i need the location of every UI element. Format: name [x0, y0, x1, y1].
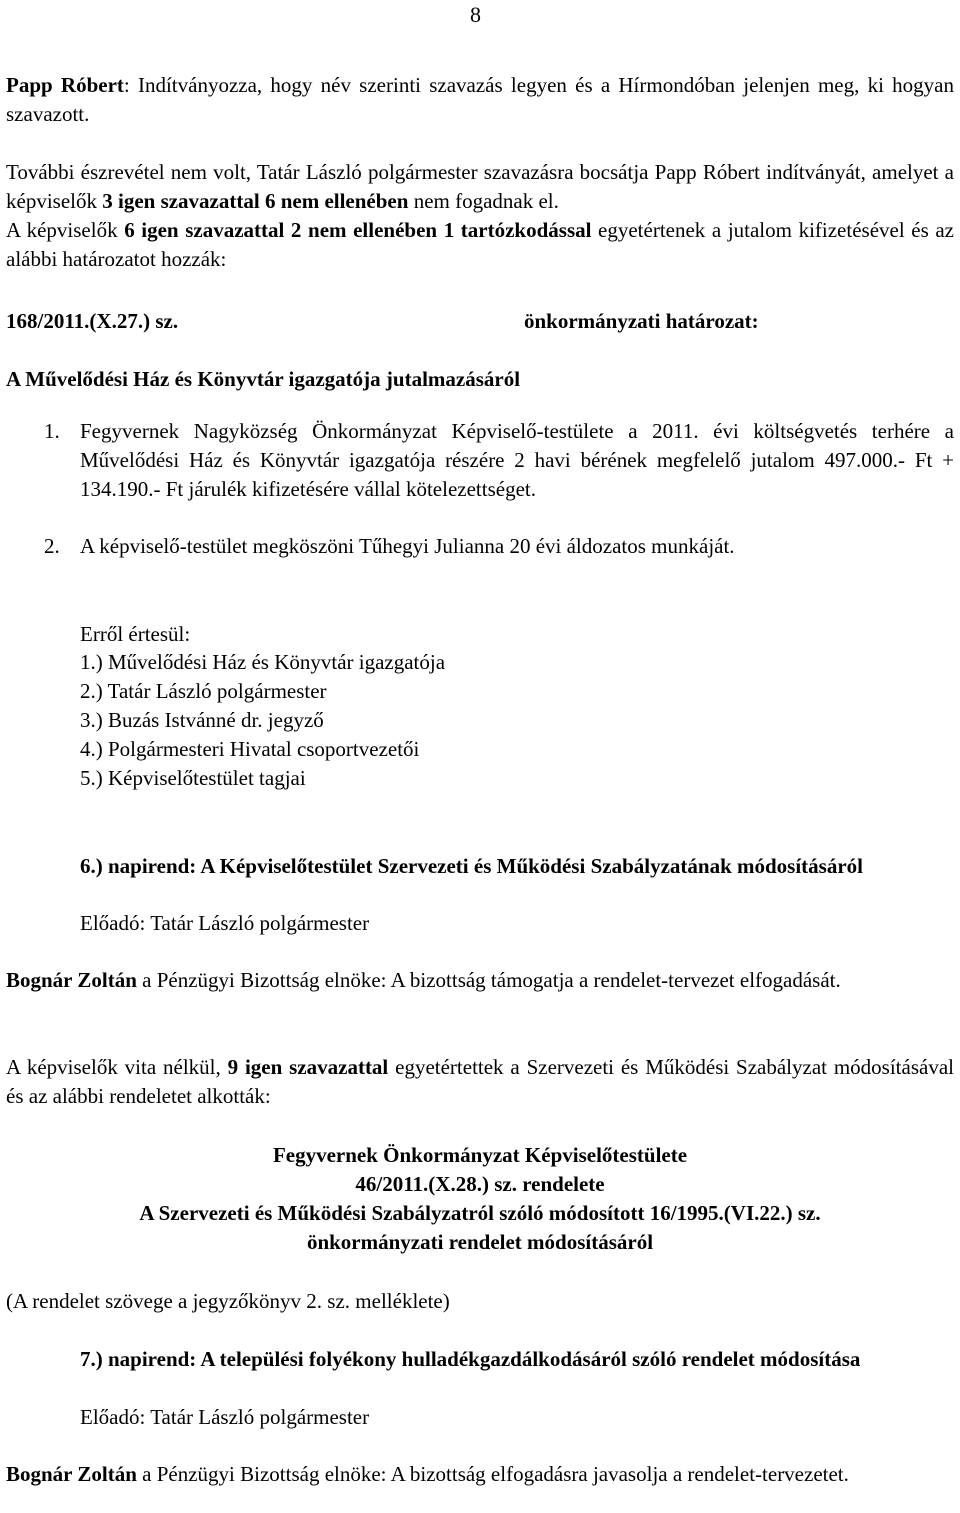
- paragraph-vote-result: [6, 158, 954, 274]
- resolution-number: 168/2011.(X.27.) sz.: [6, 309, 179, 333]
- notify-label: Erről értesül:: [80, 622, 191, 646]
- notify-list: [80, 648, 445, 793]
- vote-count: 3 igen szavazattal 6 nem ellenében: [102, 189, 409, 213]
- paragraph-decree-adopted: [6, 1053, 954, 1111]
- text-fragment: A képviselők: [6, 218, 125, 242]
- text-fragment: A képviselők vita nélkül,: [6, 1055, 228, 1079]
- vote-count: 6 igen szavazattal 2 nem ellenében 1 tartózkodással: [124, 218, 592, 242]
- paragraph-text: : Indítványozza, hogy név szerinti szavazás legyen és a Hírmondóban jelenjen meg, ki hogyan szavazott.: [6, 73, 954, 126]
- resolution-type: önkormányzati határozat:: [524, 309, 759, 333]
- speaker-name: Bognár Zoltán: [6, 968, 137, 992]
- resolution-title: A Művelődési Ház és Könyvtár igazgatója jutalmazásáról: [6, 367, 521, 391]
- text-fragment: egyetértenek a jutalom kifizetésével és az alábbi határozatot hozzák:: [6, 218, 954, 271]
- decree-line-3: A Szervezeti és Működési Szabályzatról szóló módosított 16/1995.(VI.22.) sz.: [139, 1201, 821, 1225]
- paragraph-text: a Pénzügyi Bizottság elnöke: A bizottság elfogadásra javasolja a rendelet-tervezetet.: [136, 1462, 849, 1486]
- decree-line-4: önkormányzati rendelet módosításáról: [306, 1230, 654, 1254]
- vote-count: 9 igen szavazattal: [227, 1055, 389, 1079]
- paragraph-committee-recommend: [6, 1460, 954, 1489]
- resolution-item-text: Fegyvernek Nagyközség Önkormányzat Képviselő-testülete a 2011. évi költségvetés terhére a Művelődési Ház és Könyvtár igazgatója részére 2 havi bérének megfelelő jutalom 497.000.- Ft + 134.190.- Ft járulék kifizetésére vállal kötelezettséget.: [80, 419, 954, 501]
- agenda-6-presenter: Előadó: Tatár László polgármester: [80, 911, 370, 935]
- paragraph-papp-motion: [6, 71, 954, 129]
- decree-line-2: 46/2011.(X.28.) sz. rendelete: [355, 1172, 605, 1196]
- text-fragment: További észrevétel nem volt, Tatár László polgármester szavazásra bocsátja Papp Róbert indítványát, amelyet a képviselők: [6, 160, 954, 213]
- agenda-7-presenter: Előadó: Tatár László polgármester: [80, 1405, 370, 1429]
- resolution-item-number: 2.: [44, 534, 60, 558]
- decree-note: (A rendelet szövege a jegyzőkönyv 2. sz. melléklete): [6, 1289, 450, 1313]
- paragraph-committee-support: [6, 966, 954, 995]
- resolution-item-number: 1.: [44, 419, 60, 443]
- page-number: 8: [470, 2, 481, 27]
- paragraph-text: a Pénzügyi Bizottság elnöke: A bizottság támogatja a rendelet-tervezet elfogadását.: [136, 968, 841, 992]
- list-item: 5.) Képviselőtestület tagjai: [80, 766, 306, 790]
- list-item: 1.) Művelődési Ház és Könyvtár igazgatója: [80, 650, 446, 674]
- speaker-name: Bognár Zoltán: [6, 1462, 137, 1486]
- list-item: 4.) Polgármesteri Hivatal csoportvezetői: [80, 737, 420, 761]
- resolution-item-text: A képviselő-testület megköszöni Tűhegyi Julianna 20 évi áldozatos munkáját.: [80, 534, 735, 558]
- text-fragment: nem fogadnak el.: [408, 189, 559, 213]
- decree-line-1: Fegyvernek Önkormányzat Képviselőtestülete: [272, 1143, 688, 1167]
- text-fragment: egyetértettek a Szervezeti és Működési Szabályzat módosításával és az alábbi rendeletet alkották:: [6, 1055, 954, 1108]
- list-item: 3.) Buzás Istvánné dr. jegyző: [80, 708, 324, 732]
- speaker-name: Papp Róbert: [6, 73, 124, 97]
- agenda-7-title: 7.) napirend: A települési folyékony hulladékgazdálkodásáról szóló rendelet módosítása: [80, 1347, 861, 1371]
- list-item: 2.) Tatár László polgármester: [80, 679, 327, 703]
- agenda-6-title: 6.) napirend: A Képviselőtestület Szervezeti és Működési Szabályzatának módosításáról: [80, 854, 863, 878]
